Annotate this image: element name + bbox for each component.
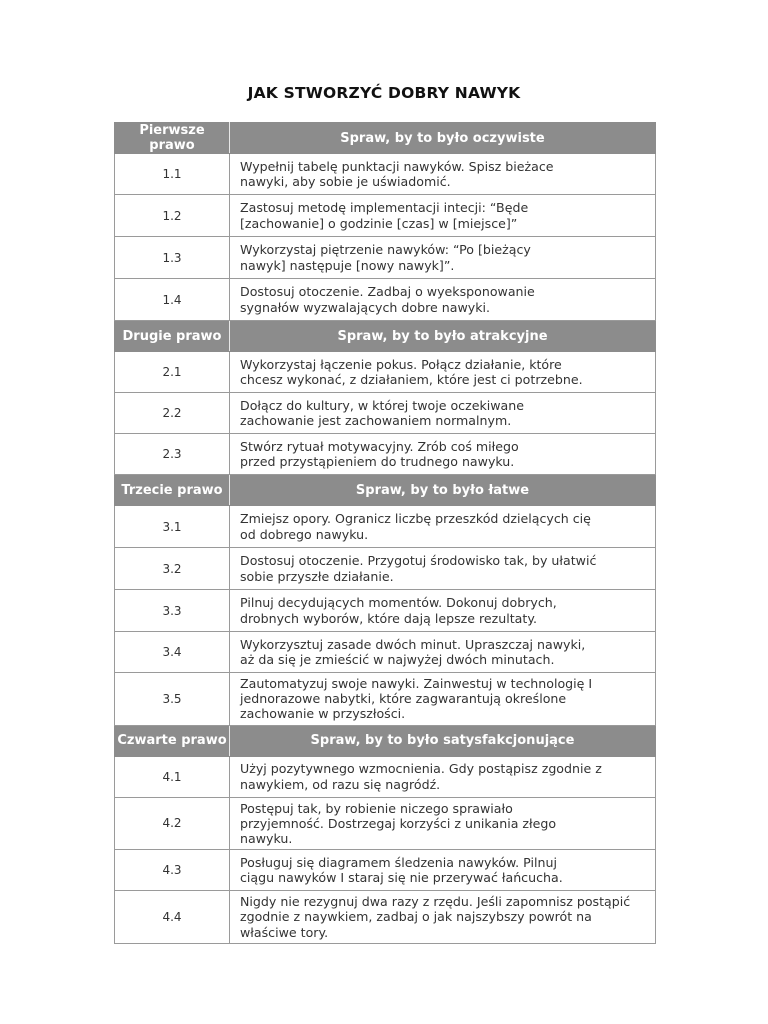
rule-text: Dołącz do kultury, w której twoje oczekiwane zachowanie jest zachowaniem normalnym.	[230, 393, 656, 434]
law-name: Pierwsze prawo	[115, 123, 230, 154]
rule-text: Dostosuj otoczenie. Przygotuj środowisko tak, by ułatwić sobie przyszłe działanie.	[230, 548, 656, 590]
page-title: JAK STWORZYĆ DOBRY NAWYK	[247, 84, 521, 102]
law-header-row	[115, 321, 656, 352]
rule-text: Postępuj tak, by robienie niczego sprawiało przyjemność. Dostrzegaj korzyści z unikania złego nawyku.	[230, 797, 656, 850]
rule-row	[115, 195, 656, 237]
rule-text: Zmiejsz opory. Ogranicz liczbę przeszkód dzielących cię od dobrego nawyku.	[230, 506, 656, 548]
rule-row	[115, 548, 656, 590]
rule-text: Użyj pozytywnego wzmocnienia. Gdy postąpisz zgodnie z nawykiem, od razu się nagródź.	[230, 756, 656, 797]
habits-table-body	[115, 123, 656, 944]
law-heading: Spraw, by to było łatwe	[230, 475, 656, 506]
rule-number: 1.1	[115, 154, 230, 195]
rule-row	[115, 756, 656, 797]
rule-row	[115, 506, 656, 548]
rule-number: 4.4	[115, 891, 230, 944]
rule-row	[115, 352, 656, 393]
rule-number: 3.5	[115, 673, 230, 726]
rule-number: 2.1	[115, 352, 230, 393]
rule-row	[115, 434, 656, 475]
rule-number: 3.3	[115, 590, 230, 632]
habits-table	[114, 122, 656, 944]
rule-number: 4.2	[115, 797, 230, 850]
rule-text: Dostosuj otoczenie. Zadbaj o wyeksponowanie sygnałów wyzwalających dobre nawyki.	[230, 279, 656, 321]
rule-row	[115, 891, 656, 944]
rule-text: Wykorzysztuj zasade dwóch minut. Upraszczaj nawyki, aż da się je zmieścić w najwyżej dwóch minutach.	[230, 632, 656, 673]
law-name: Trzecie prawo	[115, 475, 230, 506]
rule-text: Zastosuj metodę implementacji intecji: “Będe [zachowanie] o godzinie [czas] w [miejsce]”	[230, 195, 656, 237]
rule-text: Zautomatyzuj swoje nawyki. Zainwestuj w technologię I jednorazowe nabytki, które zagwarantują określone zachowanie w przyszłości.	[230, 673, 656, 726]
rule-row	[115, 393, 656, 434]
rule-row	[115, 237, 656, 279]
rule-row	[115, 797, 656, 850]
rule-number: 1.3	[115, 237, 230, 279]
law-name: Drugie prawo	[115, 321, 230, 352]
rule-row	[115, 279, 656, 321]
rule-text: Nigdy nie rezygnuj dwa razy z rzędu. Jeśli zapomnisz postąpić zgodnie z naywkiem, zadbaj o jak najszybszy powrót na właściwe tory.	[230, 891, 656, 944]
rule-number: 4.1	[115, 756, 230, 797]
rule-number: 3.1	[115, 506, 230, 548]
law-heading: Spraw, by to było oczywiste	[230, 123, 656, 154]
rule-number: 2.2	[115, 393, 230, 434]
rule-number: 4.3	[115, 850, 230, 891]
law-name: Czwarte prawo	[115, 725, 230, 756]
rule-text: Wypełnij tabelę punktacji nawyków. Spisz bieżace nawyki, aby sobie je uświadomić.	[230, 154, 656, 195]
rule-text: Stwórz rytuał motywacyjny. Zrób coś miłego przed przystąpieniem do trudnego nawyku.	[230, 434, 656, 475]
rule-row	[115, 632, 656, 673]
rule-number: 1.4	[115, 279, 230, 321]
rule-number: 3.4	[115, 632, 230, 673]
rule-number: 2.3	[115, 434, 230, 475]
law-heading: Spraw, by to było satysfakcjonujące	[230, 725, 656, 756]
rule-row	[115, 154, 656, 195]
law-heading: Spraw, by to było atrakcyjne	[230, 321, 656, 352]
rule-number: 3.2	[115, 548, 230, 590]
rule-row	[115, 850, 656, 891]
law-header-row	[115, 725, 656, 756]
rule-row	[115, 673, 656, 726]
rule-text: Posługuj się diagramem śledzenia nawyków. Pilnuj ciągu nawyków I staraj się nie przerywać łańcucha.	[230, 850, 656, 891]
law-header-row	[115, 475, 656, 506]
rule-number: 1.2	[115, 195, 230, 237]
rule-text: Wykorzystaj łączenie pokus. Połącz działanie, które chcesz wykonać, z działaniem, które jest ci potrzebne.	[230, 352, 656, 393]
rule-row	[115, 590, 656, 632]
law-header-row	[115, 123, 656, 154]
rule-text: Wykorzystaj piętrzenie nawyków: “Po [bieżący nawyk] następuje [nowy nawyk]”.	[230, 237, 656, 279]
rule-text: Pilnuj decydujących momentów. Dokonuj dobrych, drobnych wyborów, które dają lepsze rezultaty.	[230, 590, 656, 632]
